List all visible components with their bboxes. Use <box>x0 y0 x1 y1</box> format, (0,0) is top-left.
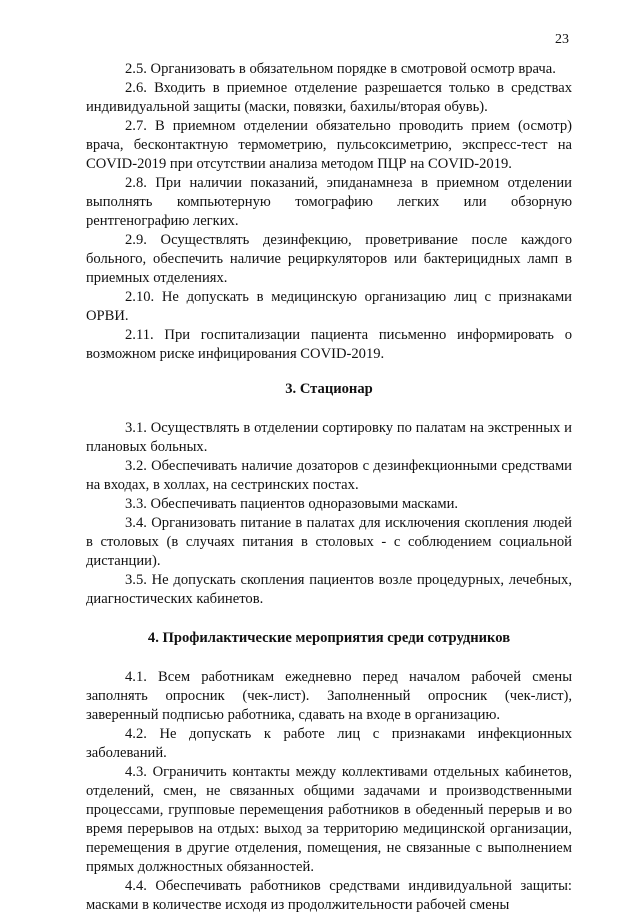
paragraph-4-1: 4.1. Всем работникам ежедневно перед началом рабочей смены заполнять опросник (чек-лист). Заполненный опросник (чек-лист), заверенный подписью работника, сдавать на входе в организацию. <box>86 669 572 723</box>
paragraph-2-5: 2.5. Организовать в обязательном порядке в смотровой осмотр врача. <box>125 61 556 77</box>
paragraph-3-1: 3.1. Осуществлять в отделении сортировку по палатам на экстренных и плановых больных. <box>86 420 572 455</box>
paragraph-3-4: 3.4. Организовать питание в палатах для исключения скопления людей в столовых (в случаях питания в столовых - с соблюдением социальной дистанции). <box>86 515 572 569</box>
paragraph-2-11: 2.11. При госпитализации пациента письменно информировать о возможном риске инфицирования COVID-2019. <box>86 327 572 362</box>
paragraph-3-2: 3.2. Обеспечивать наличие дозаторов с дезинфекционными средствами на входах, в холлах, на сестринских постах. <box>86 458 572 493</box>
paragraph-4-2: 4.2. Не допускать к работе лиц с признаками инфекционных заболеваний. <box>86 726 572 761</box>
paragraph-4-3: 4.3. Ограничить контакты между коллективами отдельных кабинетов, отделений, смен, не связанных общими задачами и производственными процессами, групповые перемещения работников в обеденный перерыв и во время перерывов на отдых: выход за территорию медицинской организации, перемещения в другие отделения, помещения, не связанные с выполнением прямых должностных обязанностей. <box>86 764 572 875</box>
paragraph-2-10: 2.10. Не допускать в медицинскую организацию лиц с признаками ОРВИ. <box>86 289 572 324</box>
page-number: 23 <box>555 32 569 47</box>
section-3-title: 3. Стационар <box>285 381 373 397</box>
paragraph-4-4: 4.4. Обеспечивать работников средствами индивидуальной защиты: масками в количестве исходя из продолжительности рабочей смены <box>86 878 572 913</box>
paragraph-2-9: 2.9. Осуществлять дезинфекцию, проветривание после каждого больного, обеспечить наличие рециркуляторов или бактерицидных ламп в приемных отделениях. <box>86 232 572 286</box>
section-4-title: 4. Профилактические мероприятия среди сотрудников <box>147 630 511 646</box>
paragraph-2-6: 2.6. Входить в приемное отделение разрешается только в средствах индивидуальной защиты (маски, повязки, бахилы/вторая обувь). <box>86 80 572 115</box>
paragraph-3-5: 3.5. Не допускать скопления пациентов возле процедурных, лечебных, диагностических кабинетов. <box>86 572 572 607</box>
page-content <box>86 60 572 915</box>
paragraph-2-7: 2.7. В приемном отделении обязательно проводить прием (осмотр) врача, бесконтактную термометрию, пульсоксиметрию, экспресс-тест на COVID-2019 при отсутствии анализа методом ПЦР на COVID-2019. <box>86 118 572 172</box>
paragraph-2-8: 2.8. При наличии показаний, эпиданамнеза в приемном отделении выполнять компьютерную томографию легких или обзорную рентгенографию легких. <box>86 175 572 229</box>
paragraph-3-3: 3.3. Обеспечивать пациентов одноразовыми масками. <box>125 496 459 512</box>
